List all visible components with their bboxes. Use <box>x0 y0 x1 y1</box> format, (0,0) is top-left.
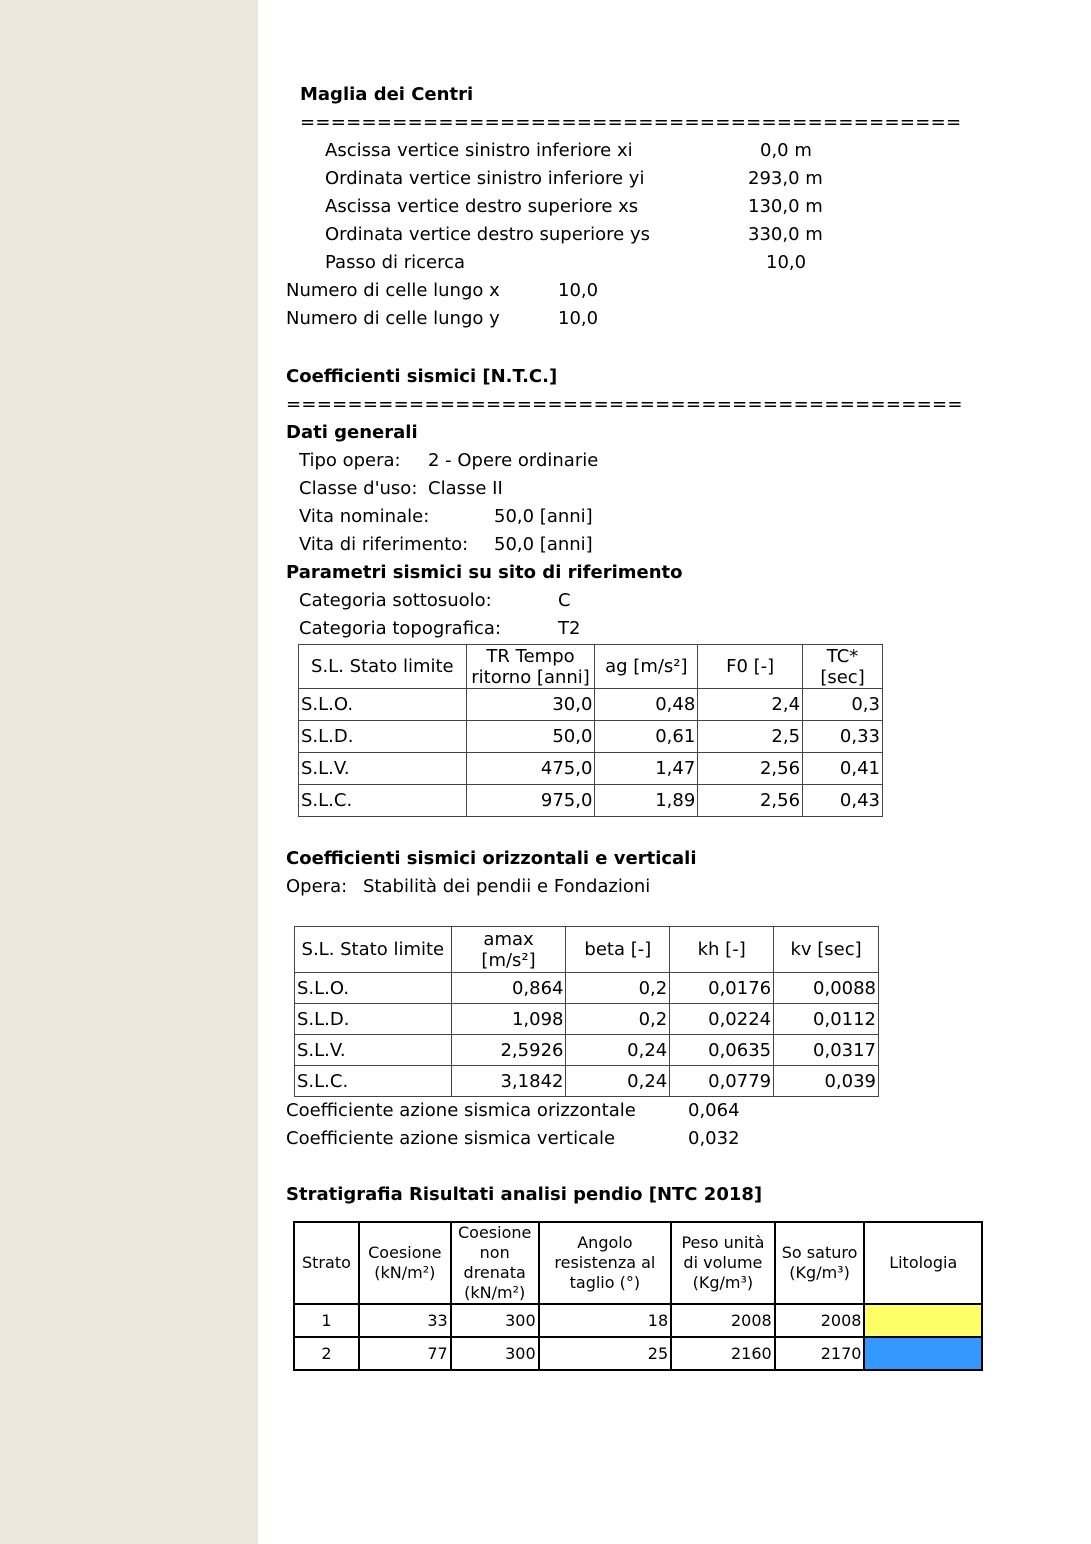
table-header-row <box>299 645 883 689</box>
table-cell: S.L.O. <box>299 689 467 721</box>
table-header-cell: Strato <box>294 1222 359 1304</box>
opera-value: Stabilità dei pendii e Fondazioni <box>363 876 651 897</box>
table-row <box>295 1066 879 1097</box>
table-cell: 77 <box>359 1337 451 1370</box>
maglia-value: 293,0 m <box>748 168 823 189</box>
param-value: T2 <box>558 618 581 639</box>
table-header-cell: amax [m/s²] <box>451 927 566 973</box>
parametri-table <box>298 644 883 817</box>
separator: ============================================ <box>286 394 963 415</box>
table-header-cell: So saturo (Kg/m³) <box>775 1222 865 1304</box>
table-row <box>295 1035 879 1066</box>
table-cell: 300 <box>451 1304 539 1337</box>
table-cell: 2160 <box>671 1337 775 1370</box>
table-cell: 2,4 <box>698 689 803 721</box>
maglia-value: 330,0 m <box>748 224 823 245</box>
table-header-cell: Litologia <box>864 1222 982 1304</box>
table-cell: 1 <box>294 1304 359 1337</box>
table-cell: 1,098 <box>451 1004 566 1035</box>
section-title-maglia: Maglia dei Centri <box>300 84 474 105</box>
section-title-stratigrafia: Stratigrafia Risultati analisi pendio [NTC 2018] <box>286 1184 763 1205</box>
table-row <box>295 1004 879 1035</box>
table-cell: 0,0317 <box>774 1035 879 1066</box>
table-cell: 3,1842 <box>451 1066 566 1097</box>
celle-label: Numero di celle lungo x <box>286 280 500 301</box>
dati-label: Tipo opera: <box>299 450 401 471</box>
table-header-cell: beta [-] <box>566 927 670 973</box>
table-cell: 0,0176 <box>670 973 774 1004</box>
table-header-row <box>295 927 879 973</box>
table-cell: 475,0 <box>466 753 595 785</box>
table-cell: 0,43 <box>803 785 883 817</box>
maglia-label: Ordinata vertice destro superiore ys <box>325 224 651 245</box>
maglia-label: Ascissa vertice sinistro inferiore xi <box>325 140 633 161</box>
celle-label: Numero di celle lungo y <box>286 308 500 329</box>
separator: =========================================== <box>300 112 962 133</box>
maglia-value: 0,0 m <box>760 140 812 161</box>
litologia-swatch <box>864 1304 982 1337</box>
table-cell: 0,24 <box>566 1066 670 1097</box>
table-header-cell: S.L. Stato limite <box>299 645 467 689</box>
table-cell: 0,24 <box>566 1035 670 1066</box>
celle-value: 10,0 <box>558 308 599 329</box>
dati-value: 2 - Opere ordinarie <box>428 450 599 471</box>
litologia-swatch <box>864 1337 982 1370</box>
table-cell: S.L.D. <box>299 721 467 753</box>
table-header-cell: Angolo resistenza al taglio (°) <box>539 1222 672 1304</box>
table-header-cell: ag [m/s²] <box>595 645 698 689</box>
table-cell: 1,89 <box>595 785 698 817</box>
table-cell: 0,0088 <box>774 973 879 1004</box>
dati-label: Vita nominale: <box>299 506 430 527</box>
maglia-value: 10,0 <box>766 252 807 273</box>
table-cell: 0,039 <box>774 1066 879 1097</box>
coefficienti-table <box>294 926 879 1097</box>
table-header-cell: S.L. Stato limite <box>295 927 452 973</box>
dati-value: 50,0 [anni] <box>494 506 593 527</box>
table-row <box>299 753 883 785</box>
table-header-row <box>294 1222 982 1304</box>
table-cell: 2,5926 <box>451 1035 566 1066</box>
coeff-azione-label: Coefficiente azione sismica verticale <box>286 1128 616 1149</box>
dati-value: 50,0 [anni] <box>494 534 593 555</box>
table-cell: 50,0 <box>466 721 595 753</box>
maglia-label: Ordinata vertice sinistro inferiore yi <box>325 168 645 189</box>
dati-value: Classe II <box>428 478 503 499</box>
table-cell: 0,33 <box>803 721 883 753</box>
subsection-title-parametri: Parametri sismici su sito di riferimento <box>286 562 683 583</box>
table-cell: 0,3 <box>803 689 883 721</box>
table-row <box>294 1304 982 1337</box>
coeff-azione-label: Coefficiente azione sismica orizzontale <box>286 1100 636 1121</box>
opera-label: Opera: <box>286 876 348 897</box>
table-header-cell: F0 [-] <box>698 645 803 689</box>
subsection-title-dati: Dati generali <box>286 422 418 443</box>
table-cell: S.L.D. <box>295 1004 452 1035</box>
table-cell: S.L.O. <box>295 973 452 1004</box>
param-value: C <box>558 590 571 611</box>
table-cell: 18 <box>539 1304 672 1337</box>
param-label: Categoria sottosuolo: <box>299 590 492 611</box>
table-cell: 33 <box>359 1304 451 1337</box>
table-cell: 975,0 <box>466 785 595 817</box>
table-row <box>299 689 883 721</box>
table-cell: 0,864 <box>451 973 566 1004</box>
section-title-orizzontali: Coefficienti sismici orizzontali e verticali <box>286 848 697 869</box>
table-cell: 0,0779 <box>670 1066 774 1097</box>
page-sidebar <box>0 0 258 1544</box>
table-cell: 2,56 <box>698 785 803 817</box>
table-cell: 2008 <box>671 1304 775 1337</box>
table-cell: 0,41 <box>803 753 883 785</box>
table-row <box>294 1337 982 1370</box>
table-cell: 30,0 <box>466 689 595 721</box>
table-header-cell: TC* [sec] <box>803 645 883 689</box>
table-cell: 2008 <box>775 1304 865 1337</box>
table-cell: S.L.C. <box>295 1066 452 1097</box>
table-cell: 0,0112 <box>774 1004 879 1035</box>
table-cell: 0,2 <box>566 1004 670 1035</box>
table-cell: S.L.V. <box>299 753 467 785</box>
dati-label: Classe d'uso: <box>299 478 418 499</box>
stratigrafia-table <box>293 1221 983 1371</box>
coeff-azione-value: 0,032 <box>688 1128 740 1149</box>
maglia-label: Passo di ricerca <box>325 252 466 273</box>
table-header-cell: Coesione (kN/m²) <box>359 1222 451 1304</box>
table-header-cell: Coesione non drenata (kN/m²) <box>451 1222 539 1304</box>
coeff-azione-value: 0,064 <box>688 1100 740 1121</box>
table-cell: 0,48 <box>595 689 698 721</box>
section-title-coefficienti: Coefficienti sismici [N.T.C.] <box>286 366 558 387</box>
table-cell: 25 <box>539 1337 672 1370</box>
table-row <box>295 973 879 1004</box>
table-cell: S.L.V. <box>295 1035 452 1066</box>
table-header-cell: TR Tempo ritorno [anni] <box>466 645 595 689</box>
table-cell: 2 <box>294 1337 359 1370</box>
dati-label: Vita di riferimento: <box>299 534 469 555</box>
maglia-value: 130,0 m <box>748 196 823 217</box>
param-label: Categoria topografica: <box>299 618 502 639</box>
table-cell: 2,56 <box>698 753 803 785</box>
table-row <box>299 785 883 817</box>
table-header-cell: kh [-] <box>670 927 774 973</box>
table-cell: 0,0224 <box>670 1004 774 1035</box>
maglia-label: Ascissa vertice destro superiore xs <box>325 196 639 217</box>
table-header-cell: Peso unità di volume (Kg/m³) <box>671 1222 775 1304</box>
celle-value: 10,0 <box>558 280 599 301</box>
table-cell: 0,2 <box>566 973 670 1004</box>
table-cell: 300 <box>451 1337 539 1370</box>
table-cell: S.L.C. <box>299 785 467 817</box>
table-cell: 0,0635 <box>670 1035 774 1066</box>
table-header-cell: kv [sec] <box>774 927 879 973</box>
table-cell: 2,5 <box>698 721 803 753</box>
table-cell: 1,47 <box>595 753 698 785</box>
table-cell: 0,61 <box>595 721 698 753</box>
table-cell: 2170 <box>775 1337 865 1370</box>
table-row <box>299 721 883 753</box>
